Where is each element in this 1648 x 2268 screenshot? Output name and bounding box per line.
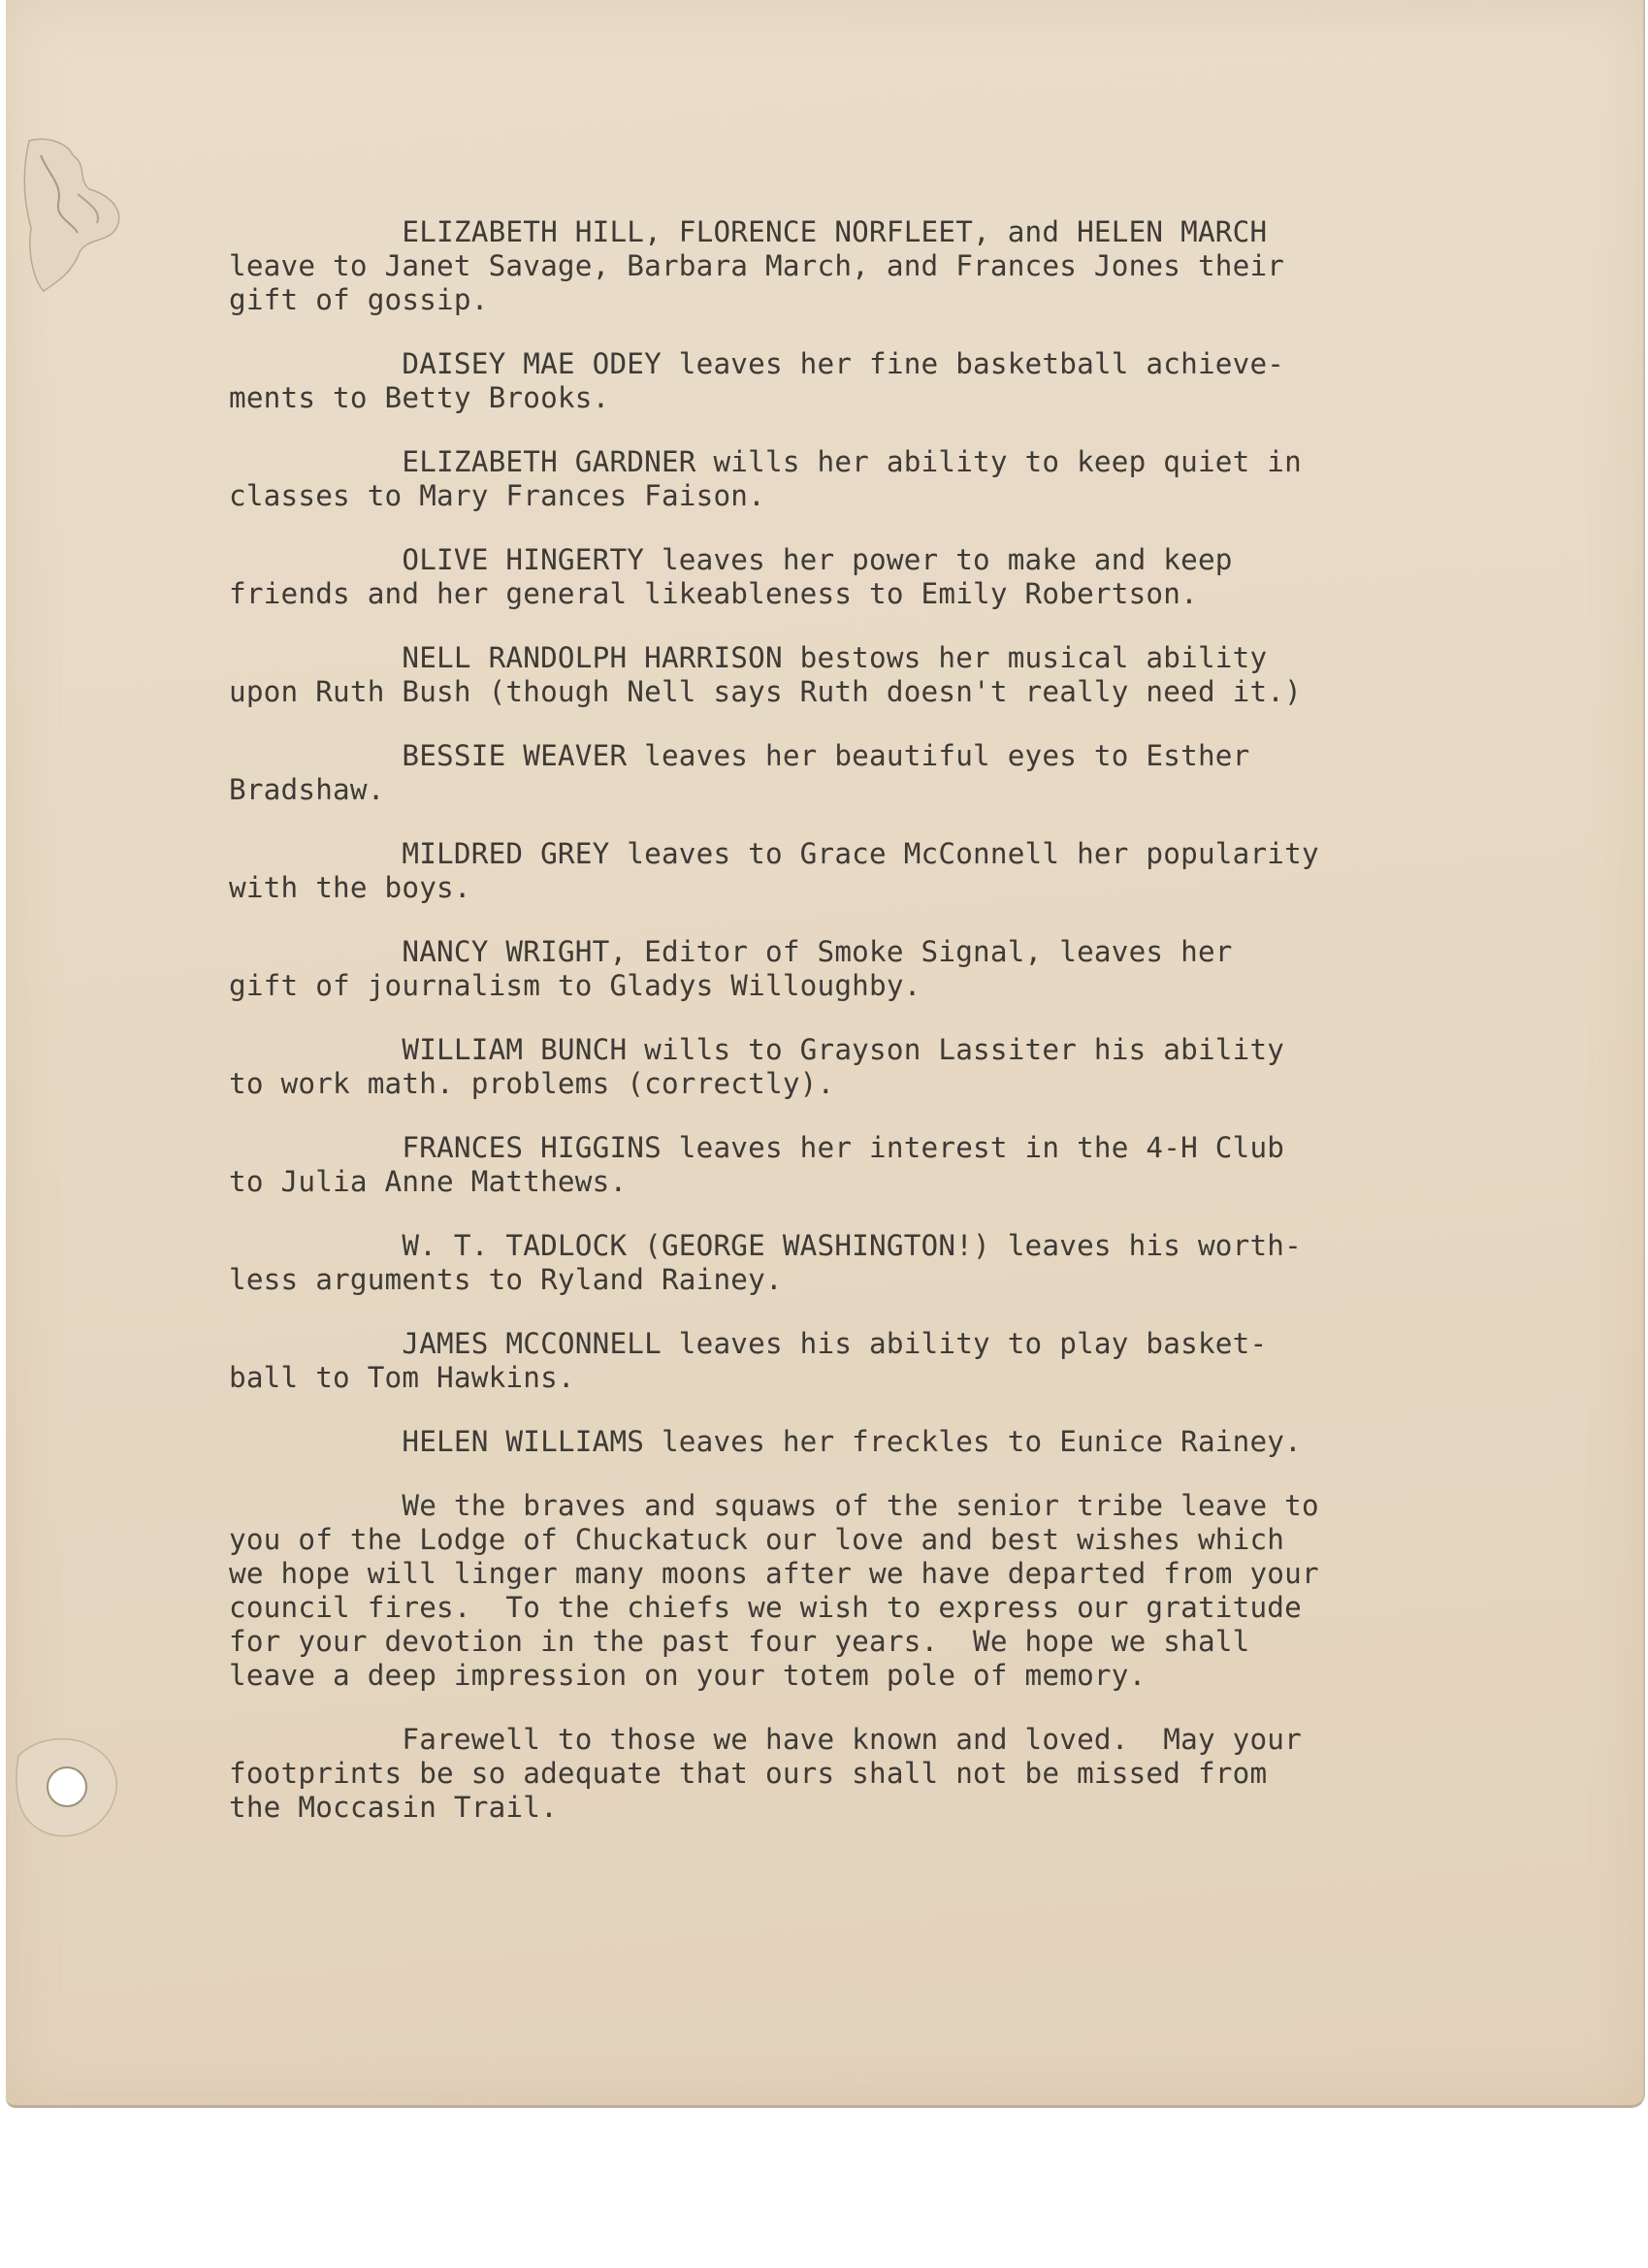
text-line: with the boys. (229, 871, 471, 904)
text-line: ments to Betty Brooks. (229, 381, 610, 414)
text-line: OLIVE HINGERTY leaves her power to make and keep (229, 543, 1233, 576)
will-paragraph (229, 1425, 1509, 1459)
text-line: BESSIE WEAVER leaves her beautiful eyes to Esther (229, 739, 1250, 772)
will-paragraph (229, 739, 1509, 807)
document-page (6, 0, 1645, 2108)
text-line: HELEN WILLIAMS leaves her freckles to Eunice Rainey. (229, 1425, 1302, 1458)
will-paragraph (229, 641, 1509, 709)
text-line: Bradshaw. (229, 773, 385, 806)
will-paragraph (229, 1033, 1509, 1101)
torn-binding-hole (19, 136, 126, 301)
will-paragraph (229, 1131, 1509, 1199)
will-paragraph (229, 445, 1509, 513)
text-line: leave a deep impression on your totem pole of memory. (229, 1659, 1147, 1692)
binding-hole (14, 1717, 149, 1853)
will-paragraph (229, 1327, 1509, 1395)
text-line: gift of gossip. (229, 283, 489, 316)
text-line: to work math. problems (correctly). (229, 1067, 835, 1100)
will-paragraph (229, 1229, 1509, 1297)
text-line: JAMES MCCONNELL leaves his ability to play basket- (229, 1327, 1268, 1360)
text-line: We the braves and squaws of the senior tribe leave to (229, 1489, 1319, 1522)
text-line: MILDRED GREY leaves to Grace McConnell her popularity (229, 837, 1319, 870)
will-paragraph (229, 215, 1509, 317)
text-line: you of the Lodge of Chuckatuck our love and best wishes which (229, 1523, 1285, 1556)
will-paragraph (229, 1723, 1509, 1825)
text-line: NANCY WRIGHT, Editor of Smoke Signal, leaves her (229, 935, 1233, 968)
text-line: leave to Janet Savage, Barbara March, and Frances Jones their (229, 249, 1285, 282)
text-line: upon Ruth Bush (though Nell says Ruth doesn't really need it.) (229, 675, 1302, 708)
text-line: W. T. TADLOCK (GEORGE WASHINGTON!) leaves his worth- (229, 1229, 1302, 1262)
text-line: ELIZABETH HILL, FLORENCE NORFLEET, and HELEN MARCH (229, 215, 1268, 248)
will-paragraph (229, 543, 1509, 611)
text-line: ball to Tom Hawkins. (229, 1361, 575, 1394)
will-paragraph (229, 837, 1509, 905)
text-line: less arguments to Ryland Rainey. (229, 1263, 783, 1296)
text-line: gift of journalism to Gladys Willoughby. (229, 969, 921, 1002)
text-line: WILLIAM BUNCH wills to Grayson Lassiter his ability (229, 1033, 1285, 1066)
text-line: classes to Mary Frances Faison. (229, 479, 765, 512)
text-line: NELL RANDOLPH HARRISON bestows her musical ability (229, 641, 1268, 674)
text-line: Farewell to those we have known and loved. May your (229, 1723, 1302, 1756)
text-line: DAISEY MAE ODEY leaves her fine basketball achieve- (229, 347, 1285, 380)
text-line: for your devotion in the past four years. We hope we shall (229, 1625, 1250, 1658)
typewritten-body (229, 215, 1509, 1855)
will-paragraph (229, 1489, 1509, 1693)
text-line: to Julia Anne Matthews. (229, 1165, 628, 1198)
text-line: the Moccasin Trail. (229, 1791, 558, 1824)
text-line: council fires. To the chiefs we wish to express our gratitude (229, 1591, 1302, 1624)
text-line: friends and her general likeableness to Emily Robertson. (229, 577, 1198, 610)
will-paragraph (229, 347, 1509, 415)
will-paragraph (229, 935, 1509, 1003)
text-line: we hope will linger many moons after we have departed from your (229, 1557, 1319, 1590)
text-line: ELIZABETH GARDNER wills her ability to keep quiet in (229, 445, 1302, 478)
text-line: footprints be so adequate that ours shall not be missed from (229, 1757, 1268, 1790)
text-line: FRANCES HIGGINS leaves her interest in the 4-H Club (229, 1131, 1285, 1164)
